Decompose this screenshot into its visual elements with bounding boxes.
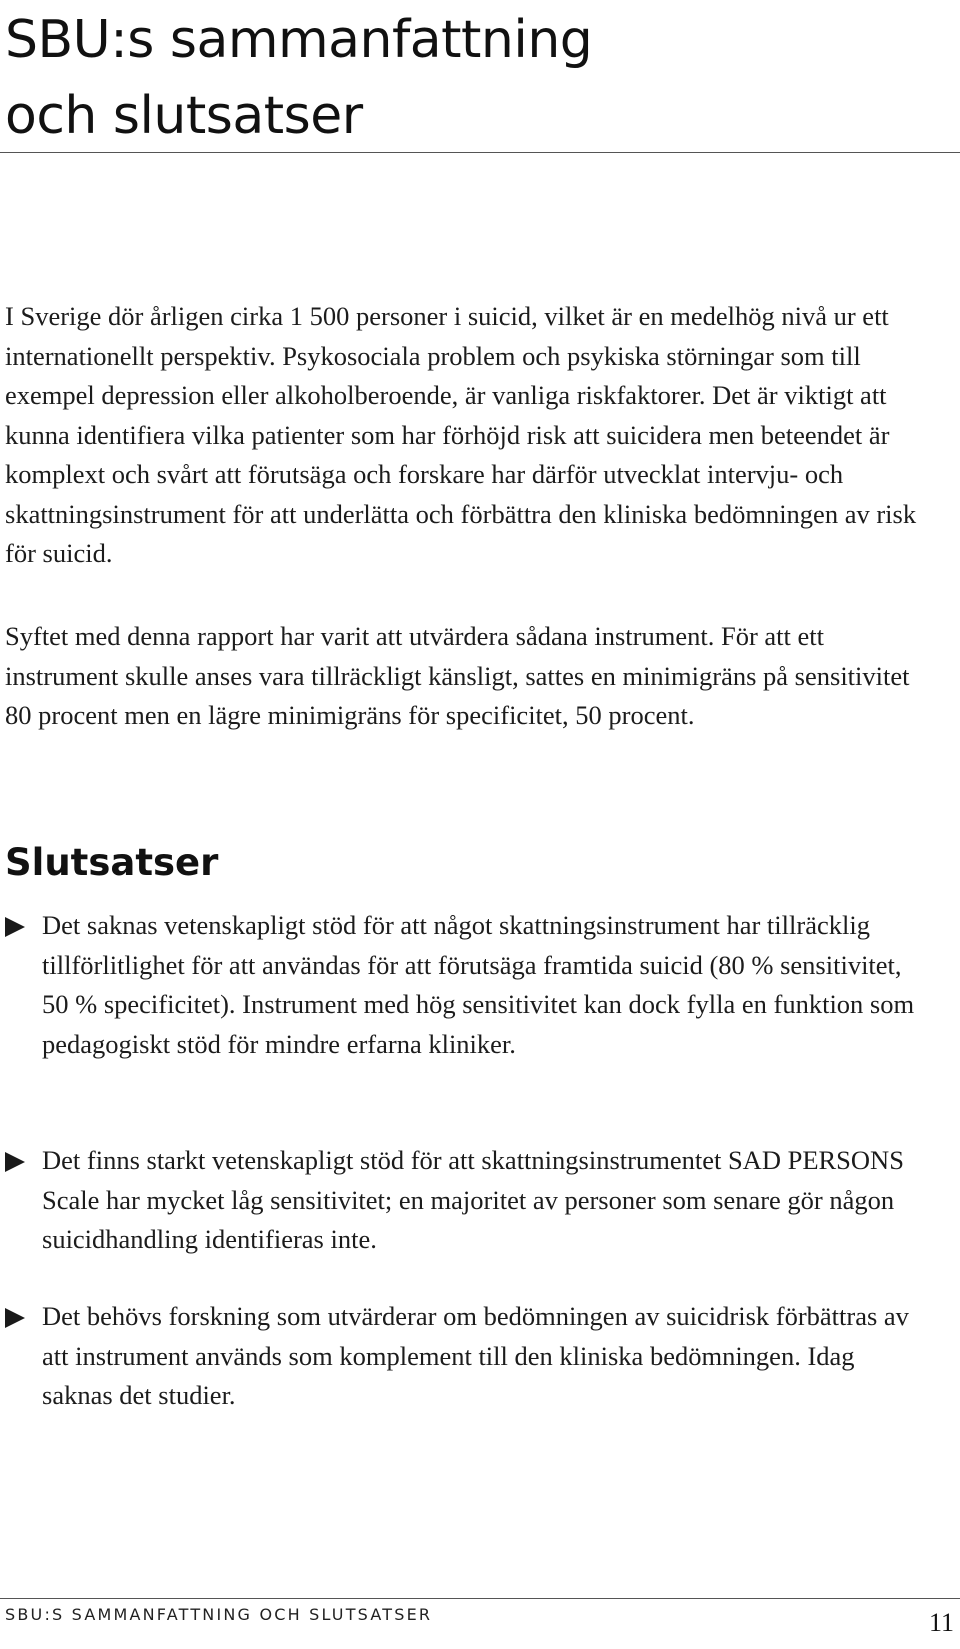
triangle-bullet-icon <box>5 1152 25 1172</box>
triangle-bullet-icon <box>5 917 25 937</box>
title-divider <box>0 152 960 153</box>
page-number: 11 <box>928 1608 954 1637</box>
page-title <box>5 2 592 154</box>
conclusion-text: Det finns starkt vetenskapligt stöd för att skattningsinstrumentet SAD PERSONS Scale har mycket låg sensitivitet; en majoritet av personer som senare gör någon suicidhandling identifieras inte. <box>42 1145 904 1254</box>
footer-divider <box>0 1598 960 1599</box>
intro-paragraph-2: Syftet med denna rapport har varit att utvärdera sådana instrument. För att ett instrument skulle anses vara tillräckligt känsligt, sattes en minimigräns på sensitivitet 80 procent men en lägre minimigräns för specificitet, 50 procent. <box>5 621 910 730</box>
page-title-line-2: och slutsatser <box>5 86 363 146</box>
triangle-bullet-icon <box>5 1308 25 1328</box>
intro-paragraph-1: I Sverige dör årligen cirka 1 500 personer i suicid, vilket är en medelhög nivå ur ett internationellt perspektiv. Psykosociala problem och psykiska störningar som till exempel depression eller alkoholberoende, är vanliga riskfaktorer. Det är viktigt att kunna identifiera vilka patienter som har förhöjd risk att suicidera men beteendet är komplext och svårt att förutsäga och forskare har därför utvecklat intervju- och skattningsinstrument för att underlätta och förbättra den kliniska bedömningen av risk för suicid. <box>5 301 917 568</box>
footer-running-title: SBU:S SAMMANFATTNING OCH SLUTSATSER <box>5 1605 433 1624</box>
conclusion-text: Det behövs forskning som utvärderar om bedömningen av suicidrisk förbättras av att instrument används som komplement till den kliniska bedömningen. Idag saknas det studier. <box>42 1301 909 1410</box>
conclusion-text: Det saknas vetenskapligt stöd för att något skattningsinstrument har tillräcklig tillförlitlighet för att användas för att förutsäga framtida suicid (80 % sensitivitet, 50 % specificitet). Instrument med hög sensitivitet kan dock fylla en funktion som pedagogiskt stöd för mindre erfarna kliniker. <box>42 910 915 1059</box>
page-title-line-1: SBU:s sammanfattning <box>5 10 593 70</box>
section-heading-slutsatser: Slutsatser <box>5 841 219 884</box>
